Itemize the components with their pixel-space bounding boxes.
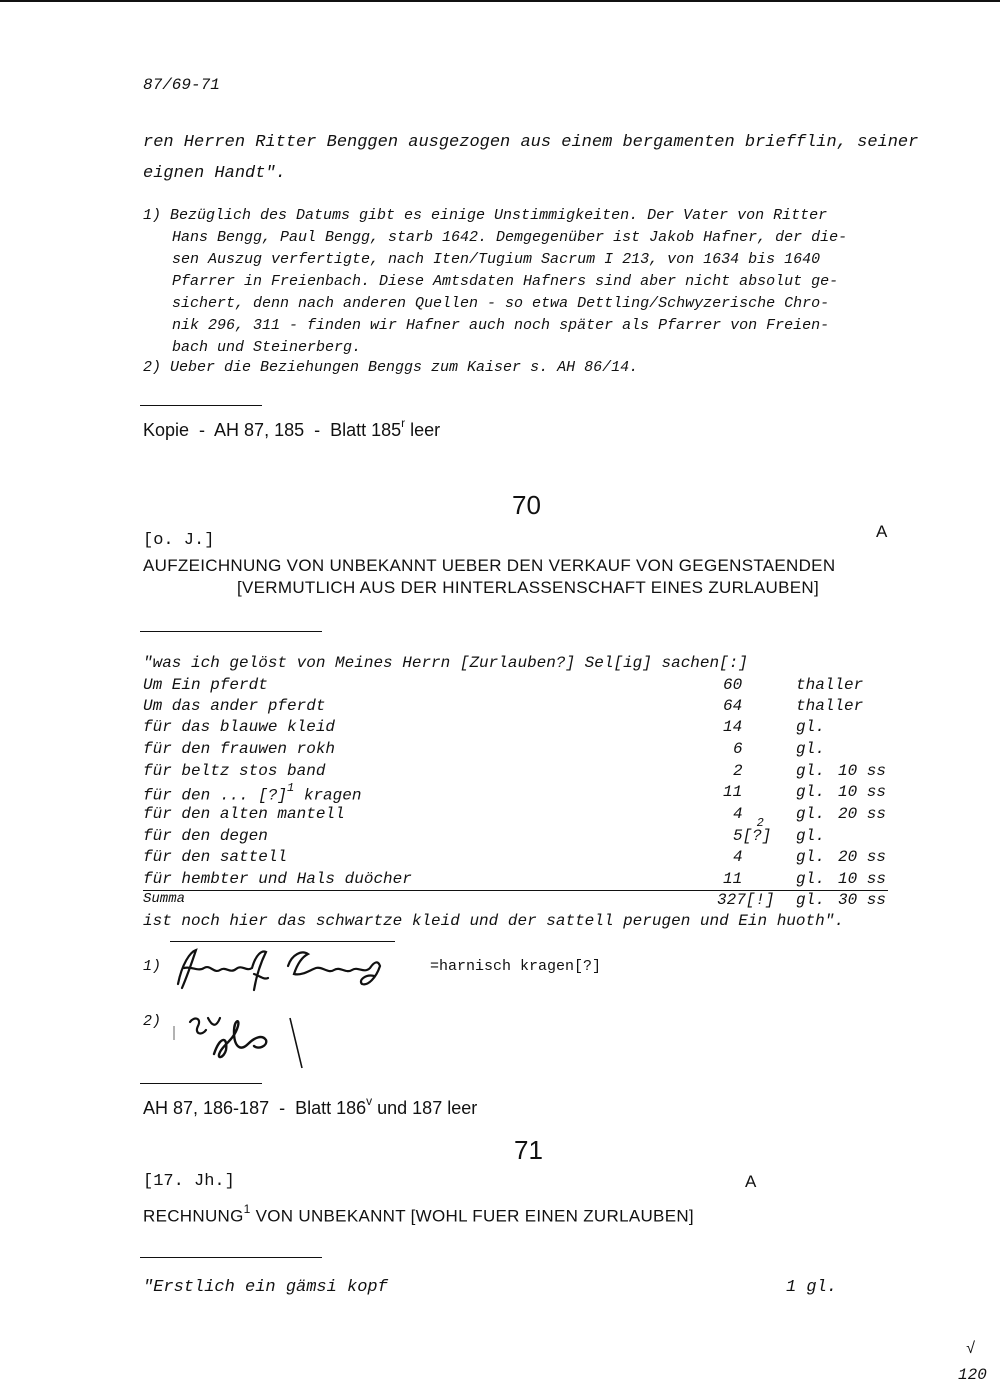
row-amount: 60 bbox=[723, 676, 743, 694]
page-reference: 87/69-71 bbox=[143, 76, 220, 94]
row-amount bbox=[733, 805, 764, 831]
row-item: für den frauwen rokh bbox=[143, 740, 336, 758]
row-item-tail: kragen bbox=[294, 786, 362, 805]
document-date: [o. J.] bbox=[143, 531, 215, 550]
row-unit: gl. bbox=[796, 870, 825, 888]
row-unit: thaller bbox=[796, 676, 864, 694]
closing-line: ist noch hier das schwartze kleid und der sattell perugen und Ein huoth". bbox=[143, 912, 844, 930]
document-number: 70 bbox=[512, 490, 541, 520]
row-unit: gl. bbox=[796, 848, 825, 866]
handwritten-word-sample-1 bbox=[170, 944, 410, 994]
row-unit: gl. bbox=[796, 827, 825, 845]
document-date: [17. Jh.] bbox=[143, 1172, 235, 1191]
row-item: für beltz stos band bbox=[143, 762, 326, 780]
row-item: für hembter und Hals duöcher bbox=[143, 870, 412, 888]
document-title-continued: [VERMUTLICH AUS DER HINTERLASSENSCHAFT EINES ZURLAUBEN] bbox=[237, 578, 820, 597]
footnote-ref: 2 bbox=[756, 816, 764, 831]
document-title bbox=[143, 1204, 694, 1227]
copy-source-sup: r bbox=[401, 416, 406, 430]
row-item: Um das ander pferdt bbox=[143, 697, 326, 715]
sum-unit: gl. bbox=[796, 891, 825, 909]
row-subunit: 10 ss bbox=[838, 870, 887, 888]
page-top-edge bbox=[0, 0, 1000, 2]
archive-page-number: 120 bbox=[958, 1366, 987, 1384]
row-unit: gl. bbox=[796, 805, 825, 823]
copy-source-line bbox=[143, 1096, 477, 1119]
footnote-line: sichert, denn nach anderen Quellen - so etwa Dettling/Schwyzerische Chro- bbox=[172, 295, 830, 312]
document-title-tail: VON UNBEKANNT [WOHL FUER EINEN ZURLAUBEN] bbox=[250, 1206, 694, 1226]
footnote-label: 1) bbox=[143, 958, 162, 975]
row-amount: 6 bbox=[733, 740, 743, 758]
row-item bbox=[143, 783, 361, 804]
row-subunit: 20 ss bbox=[838, 848, 887, 866]
separator-rule bbox=[140, 631, 322, 632]
row-amount: 11 bbox=[723, 783, 743, 801]
row-item: für den alten mantell bbox=[143, 805, 345, 823]
footnote-line: sen Auszug verfertigte, nach Iten/Tugium Sacrum I 213, von 1634 bis 1640 bbox=[172, 251, 821, 268]
copy-source-sup: v bbox=[366, 1094, 373, 1108]
copy-source-line bbox=[143, 418, 440, 441]
footnote-line: 1) Bezüglich des Datums gibt es einige Unstimmigkeiten. Der Vater von Ritter bbox=[143, 207, 828, 224]
separator-rule bbox=[140, 1257, 322, 1258]
row-item: für das blauwe kleid bbox=[143, 718, 336, 736]
footnote-ref: 1 bbox=[243, 1202, 251, 1216]
row-amount: 11 bbox=[723, 870, 743, 888]
row-unit: gl. bbox=[796, 762, 825, 780]
row-unit: gl. bbox=[796, 740, 825, 758]
first-entry-value: 1 gl. bbox=[786, 1278, 838, 1297]
row-amount: 4 bbox=[733, 848, 743, 866]
copy-source-text: AH 87, 186-187 - Blatt 186 bbox=[143, 1098, 367, 1118]
row-amount: 14 bbox=[723, 718, 743, 736]
intro-line-1: ren Herren Ritter Benggen ausgezogen aus einem bergamenten briefflin, seiner bbox=[143, 133, 919, 152]
separator-rule bbox=[140, 1083, 262, 1084]
row-unit: gl. bbox=[796, 718, 825, 736]
list-heading: "was ich gelöst von Meines Herrn [Zurlauben?] Sel[ig] sachen[:] bbox=[143, 654, 748, 672]
footnote-line: 2) Ueber die Beziehungen Benggs zum Kaiser s. AH 86/14. bbox=[143, 359, 639, 376]
footnote-line: Pfarrer in Freienbach. Diese Amtsdaten Hafners sind aber nicht absolut ge- bbox=[172, 273, 839, 290]
row-subunit: 10 ss bbox=[838, 783, 887, 801]
row-item: Um Ein pferdt bbox=[143, 676, 268, 694]
first-entry-item: "Erstlich ein gämsi kopf bbox=[143, 1278, 388, 1297]
row-subunit: 10 ss bbox=[838, 762, 887, 780]
row-amount: 2 bbox=[733, 762, 743, 780]
sum-label: Summa bbox=[143, 891, 186, 907]
copy-source-tail: leer bbox=[405, 420, 441, 440]
footnote-line: Hans Bengg, Paul Bengg, starb 1642. Demgegenüber ist Jakob Hafner, der die- bbox=[172, 229, 848, 246]
footnote-rule bbox=[170, 941, 395, 942]
copy-source-tail: und 187 leer bbox=[372, 1098, 478, 1118]
separator-rule bbox=[140, 405, 262, 406]
footnote-text: =harnisch kragen[?] bbox=[430, 958, 602, 975]
footnote-ref: 1 bbox=[287, 781, 295, 795]
document-marker: A bbox=[876, 522, 888, 541]
row-unit: gl. bbox=[796, 783, 825, 801]
row-item: für den sattell bbox=[143, 848, 288, 866]
sum-amount: 327[!] bbox=[717, 891, 775, 909]
check-mark: √ bbox=[966, 1340, 976, 1358]
sum-rule bbox=[143, 890, 888, 891]
sum-subunit: 30 ss bbox=[838, 891, 887, 909]
document-title: AUFZEICHNUNG VON UNBEKANNT UEBER DEN VERKAUF VON GEGENSTAENDEN bbox=[143, 556, 836, 575]
footnote-line: nik 296, 311 - finden wir Hafner auch noch später als Pfarrer von Freien- bbox=[172, 317, 830, 334]
copy-source-text: Kopie - AH 87, 185 - Blatt 185 bbox=[143, 420, 402, 440]
handwritten-word-sample-2 bbox=[168, 996, 318, 1076]
row-item-text: für den ... [?] bbox=[143, 786, 288, 805]
footnote-label: 2) bbox=[143, 1013, 162, 1030]
row-item: für den degen bbox=[143, 827, 268, 845]
row-amount: 64 bbox=[723, 697, 743, 715]
document-title-text: RECHNUNG bbox=[143, 1206, 244, 1226]
document-marker: A bbox=[745, 1172, 757, 1191]
row-amount-text: 4 bbox=[733, 805, 743, 823]
row-subunit: 20 ss bbox=[838, 805, 887, 823]
footnote-line: bach und Steinerberg. bbox=[172, 339, 362, 356]
row-unit: thaller bbox=[796, 697, 864, 715]
document-number: 71 bbox=[514, 1135, 543, 1165]
row-amount: 5[?] bbox=[733, 827, 772, 845]
intro-line-2: eignen Handt". bbox=[143, 164, 286, 183]
